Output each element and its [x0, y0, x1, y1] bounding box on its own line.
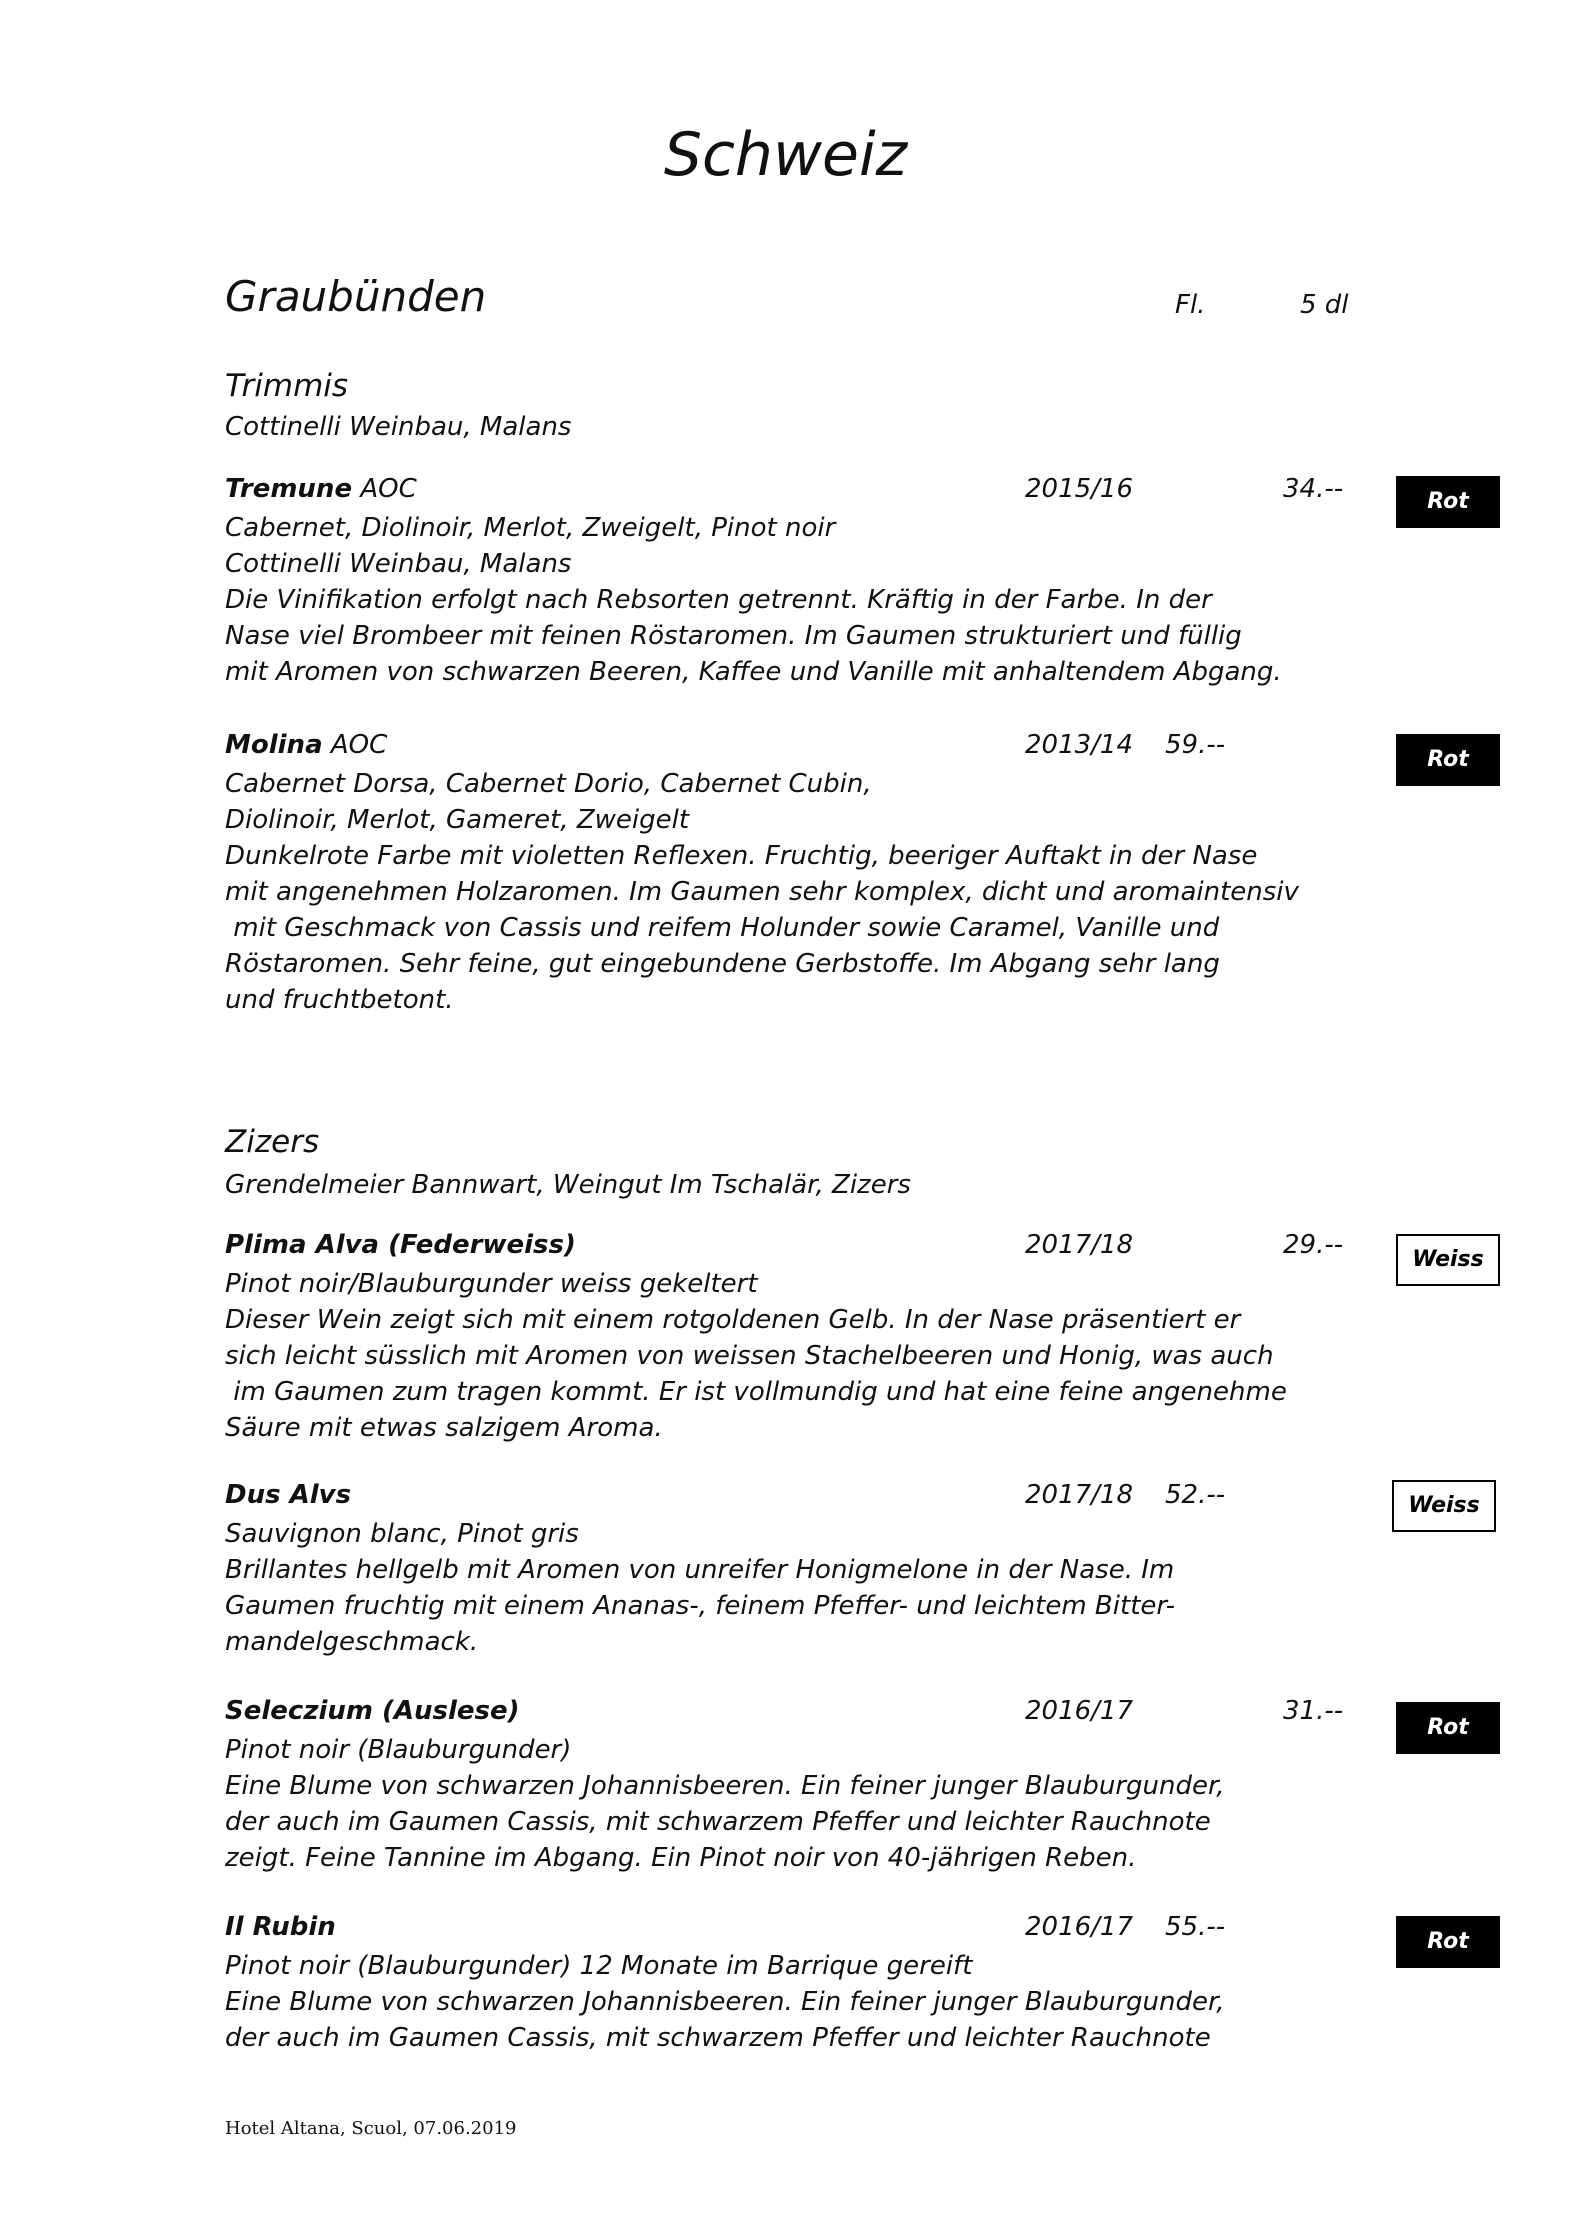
wine-price-glass: 55.-- [1165, 1912, 1226, 1942]
wine-name: Tremune [225, 474, 353, 504]
wine-vintage: 2017/18 [1025, 1480, 1134, 1510]
wine-description: Pinot noir (Blauburgunder) Eine Blume von schwarzen Johannisbeeren. Ein feiner junger Blauburgunder, der auch im Gaumen Cassis, mit schwarzem Pfeffer und leichter Rauchnote zeigt. Feine Tannine im Abgang. Ein Pinot noir von 40-jährigen Reben. [225, 1735, 1225, 1873]
wine-suffix: AOC [352, 474, 417, 504]
wine-suffix: AOC [322, 730, 388, 760]
column-header-glass: 5 dl [1300, 290, 1349, 320]
producer-line: Cottinelli Weinbau, Malans [225, 412, 572, 442]
wine-type-badge: Rot [1396, 476, 1500, 528]
wine-price-glass: 52.-- [1165, 1480, 1226, 1510]
wine-type-badge: Rot [1396, 1916, 1500, 1968]
wine-type-badge: Rot [1396, 734, 1500, 786]
wine-vintage: 2013/14 [1025, 730, 1134, 760]
wine-vintage: 2016/17 [1025, 1912, 1134, 1942]
location-title: Zizers [225, 1124, 320, 1160]
wine-name: Seleczium (Auslese) [225, 1696, 520, 1726]
wine-price-glass: 59.-- [1165, 730, 1226, 760]
producer-line: Grendelmeier Bannwart, Weingut Im Tschalär, Zizers [225, 1170, 911, 1200]
wine-description: Sauvignon blanc, Pinot gris Brillantes hellgelb mit Aromen von unreifer Honigmelone in der Nase. Im Gaumen fruchtig mit einem Ananas-, feinem Pfeffer- und leichtem Bitter- mandelgeschmack. [225, 1519, 1176, 1657]
wine-type-badge: Weiss [1396, 1234, 1500, 1286]
wine-description: Pinot noir (Blauburgunder) 12 Monate im Barrique gereift Eine Blume von schwarzen Johannisbeeren. Ein feiner junger Blauburgunder, der auch im Gaumen Cassis, mit schwarzem Pfeffer und leichter Rauchnote [225, 1951, 1225, 2053]
wine-type-badge: Weiss [1392, 1480, 1496, 1532]
wine-vintage: 2017/18 [1025, 1230, 1134, 1260]
page-title: Schweiz [663, 120, 908, 190]
wine-description: Pinot noir/Blauburgunder weiss gekeltert Dieser Wein zeigt sich mit einem rotgoldenen Gelb. In der Nase präsentiert er sich leicht süsslich mit Aromen von weissen Stachelbeeren und Honig, was auch im Gaumen zum tragen kommt. Er ist vollmundig und hat eine feine angenehme Säure mit etwas salzigem Aroma. [225, 1269, 1287, 1443]
column-header-bottle: Fl. [1175, 290, 1206, 320]
page-footer: Hotel Altana, Scuol, 07.06.2019 [225, 2118, 517, 2139]
wine-entry [225, 730, 1565, 1015]
wine-vintage: 2015/16 [1025, 474, 1134, 504]
wine-entry [225, 1480, 1565, 1660]
wine-entry [225, 1696, 1565, 1876]
wine-name: Plima Alva (Federweiss) [225, 1230, 576, 1260]
region-title: Graubünden [225, 272, 487, 321]
location-title: Trimmis [225, 368, 349, 404]
wine-description: Cabernet, Diolinoir, Merlot, Zweigelt, Pinot noir Cottinelli Weinbau, Malans Die Vinifikation erfolgt nach Rebsorten getrennt. Kräftig in der Farbe. In der Nase viel Brombeer mit feinen Röstaromen. Im Gaumen strukturiert und füllig mit Aromen von schwarzen Beeren, Kaffee und Vanille mit anhaltendem Abgang. [225, 513, 1282, 687]
wine-name: Dus Alvs [225, 1480, 352, 1510]
wine-entry [225, 1912, 1565, 2062]
wine-entry [225, 1230, 1565, 1443]
wine-price-bottle: 34.-- [1283, 474, 1344, 504]
wine-name: Il Rubin [225, 1912, 336, 1942]
wine-name: Molina [225, 730, 323, 760]
wine-entry [225, 474, 1565, 687]
wine-vintage: 2016/17 [1025, 1696, 1134, 1726]
wine-price-bottle: 31.-- [1283, 1696, 1344, 1726]
wine-price-bottle: 29.-- [1283, 1230, 1344, 1260]
wine-description: Cabernet Dorsa, Cabernet Dorio, Cabernet Cubin, Diolinoir, Merlot, Gameret, Zweigelt Dunkelrote Farbe mit violetten Reflexen. Fruchtig, beeriger Auftakt in der Nase mit angenehmen Holzaromen. Im Gaumen sehr komplex, dicht und aromaintensiv mit Geschmack von Cassis und reifem Holunder sowie Caramel, Vanille und Röstaromen. Sehr feine, gut eingebundene Gerbstoffe. Im Abgang sehr lang und fruchtbetont. [225, 769, 1299, 1015]
wine-type-badge: Rot [1396, 1702, 1500, 1754]
